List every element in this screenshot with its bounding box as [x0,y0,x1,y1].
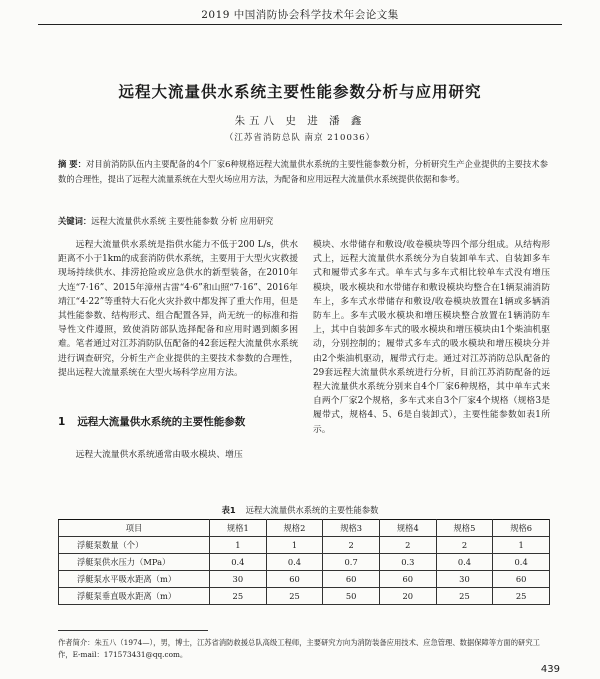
table-header-cell: 规格5 [436,520,493,537]
table-header-row [59,520,550,537]
table-header-cell: 规格6 [493,520,550,537]
table-cell: 0.7 [323,554,380,571]
table-cell: 25 [266,588,323,605]
table-cell: 2 [379,537,436,554]
table-header-cell: 规格3 [323,520,380,537]
table-caption-label: 表1 [221,505,236,515]
table-header-cell: 项目 [59,520,210,537]
table-row [59,554,550,571]
table-caption [0,504,600,516]
keywords-label: 关键词： [58,216,92,226]
parameters-table [58,519,550,605]
table-cell: 浮艇泵供水压力（MPa） [59,554,210,571]
table-cell: 0.4 [493,554,550,571]
section-left-column [58,448,298,462]
intro-left-column [58,238,298,380]
table-cell: 25 [493,588,550,605]
affiliation: （江苏省消防总队 南京 210036） [224,133,376,143]
table-cell: 60 [323,571,380,588]
table-cell: 60 [493,571,550,588]
table-cell: 2 [323,537,380,554]
table-row [59,571,550,588]
table-cell: 20 [379,588,436,605]
table-cell: 0.3 [379,554,436,571]
table-cell: 25 [436,588,493,605]
table-cell: 30 [210,571,267,588]
table-header-cell: 规格1 [210,520,267,537]
header-rule [38,24,562,25]
table-cell: 浮艇泵水平吸水距离（m） [59,571,210,588]
abstract-text: 对目前消防队伍内主要配备的4个厂家6种规格远程大流量供水系统的主要性能参数分析，分析研究生产企业提供的主要技术参数的合理性，提出了远程大流量系统在大型火场应用方法，为配备和应用远程大流量供水系统提供依据和参考。 [58,159,549,184]
table-cell: 1 [493,537,550,554]
section-heading [58,414,245,429]
table-cell: 浮艇泵数量（个） [59,537,210,554]
paper-title: 远程大流量供水系统主要性能参数分析与应用研究 [118,83,482,101]
keywords [58,214,548,228]
table-cell: 0.4 [266,554,323,571]
footnote: 作者简介：朱五八（1974—），男，博士，江苏省消防救援总队高级工程师，主要研究方向为消防装备应用技术、应急管理、数据保障等方面的研究工作，E-mail：171573431@qq.com。 [58,638,540,659]
table-cell: 30 [436,571,493,588]
keywords-text: 远程大流量供水系统 主要性能参数 分析 应用研究 [91,216,274,226]
abstract-label: 摘 要： [58,159,87,169]
table-cell: 50 [323,588,380,605]
section-paragraph: 远程大流量供水系统通常由吸水模块、增压 [75,450,243,460]
table-cell: 0.4 [436,554,493,571]
table-caption-text: 远程大流量供水系统的主要性能参数 [245,505,379,515]
table-cell: 浮艇泵垂直吸水距离（m） [59,588,210,605]
running-head: 2019 中国消防协会科学技术年会论文集 [201,9,399,21]
table-cell: 0.4 [210,554,267,571]
right-paragraph: 模块、水带储存和敷设/收卷模块等四个部分组成。从结构形式上，远程大流量供水系统分为自装卸单车式、自装卸多车式和履带式多车式。单车式与多车式相比较单车式没有增压模块，吸水模块和水带储存和敷设模块均整合在1辆泵浦消防车上，多车式水带储存和敷设/收卷模块放置在1辆或多辆消防车上。多车式吸水模块和增压模块整合放置在1辆消防车上，其中自装卸多车式的吸水模块和增压模块由1个柴油机驱动，分别控制的；履带式多车式的吸水模块和增压模块分并由2个柴油机驱动，履带式行走。通过对江苏消防总队配备的29套远程大流量供水系统进行分析，目前江苏消防配备的远程大流量供水系统分别来自4个厂家6种规格，其中单车式来自两个厂家2个规格，多车式来自3个厂家4个规格（规格3是履带式，规格4、5、6是自装卸式），主要性能参数如表1所示。 [313,240,550,435]
table-cell: 25 [210,588,267,605]
table-header-cell: 规格4 [379,520,436,537]
section-number: 1 [58,416,66,428]
table-cell: 2 [436,537,493,554]
table-cell: 1 [210,537,267,554]
abstract [58,157,548,186]
section-title: 远程大流量供水系统的主要性能参数 [77,416,246,428]
right-column [313,238,550,437]
table-cell: 60 [379,571,436,588]
intro-paragraph: 远程大流量供水系统是指供水能力不低于200 L/s，供水距离不小于1km的成套消防供水系统，主要用于大型火灾救援现场持续供水、排涝抢险或应急供水的新型装备，在2010年大连“7·16”、2015年漳州古雷“4·6”和山照“7·16”、2016年靖江“4·22”等重特大石化火灾扑救中都发挥了重大作用，但是其性能参数、结构形式、组合配置各异，尚无统一的标准和指导性文件遵照，致使消防部队选择配备和应用时遇到颇多困难。笔者通过对江苏消防队伍配备的42套远程大流量供水系统进行调查研究，分析生产企业提供的主要技术参数的合理性，提出远程大流量系统在大型火场科学应用方法。 [58,240,298,378]
footnote-rule [58,630,208,631]
table-row [59,588,550,605]
table-cell: 1 [266,537,323,554]
table-header-cell: 规格2 [266,520,323,537]
page-number: 439 [540,664,560,675]
authors: 朱五八 史 进 潘 鑫 [234,115,366,127]
table-row [59,537,550,554]
table-cell: 60 [266,571,323,588]
